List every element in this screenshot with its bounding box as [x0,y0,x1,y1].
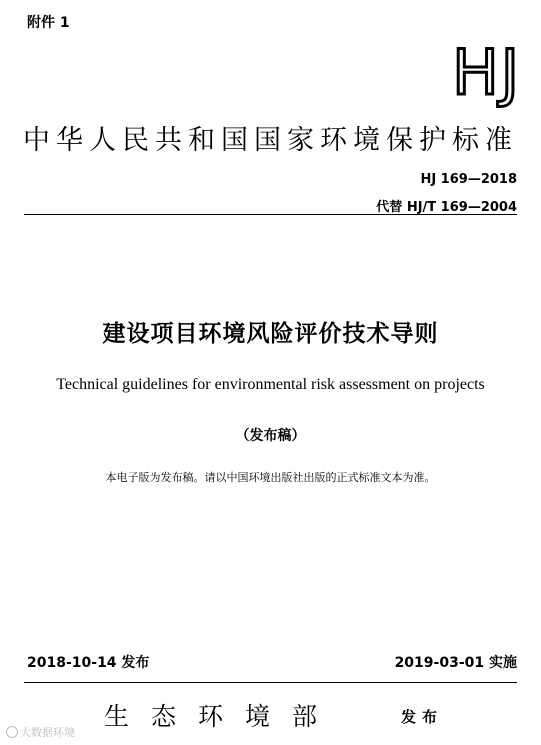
hj-logo: HJ [452,36,521,109]
publish-label: 发布 [401,708,444,726]
issuing-ministry: 生态环境部 [104,702,340,731]
watermark-icon [6,726,18,738]
standard-series-title: 中华人民共和国国家环境保护标准 [23,125,518,156]
top-divider [24,214,517,215]
replaces-standard: 代替 HJ/T 169—2004 [376,200,517,215]
document-title-cn: 建设项目环境风险评价技术导则 [102,321,439,347]
document-title-en: Technical guidelines for environmental risk assessment on projects [56,376,485,393]
implementation-date: 2019-03-01 实施 [394,655,517,671]
edition-notice: 本电子版为发布稿。请以中国环境出版社出版的正式标准文本为准。 [105,471,436,484]
annex-label: 附件 1 [27,15,70,31]
bottom-divider [24,682,517,683]
watermark [6,724,75,740]
draft-label: （发布稿） [235,428,306,444]
issue-date: 2018-10-14 发布 [27,655,150,671]
watermark-text: 大数据环境 [20,726,75,739]
standard-number: HJ 169—2018 [420,172,517,187]
